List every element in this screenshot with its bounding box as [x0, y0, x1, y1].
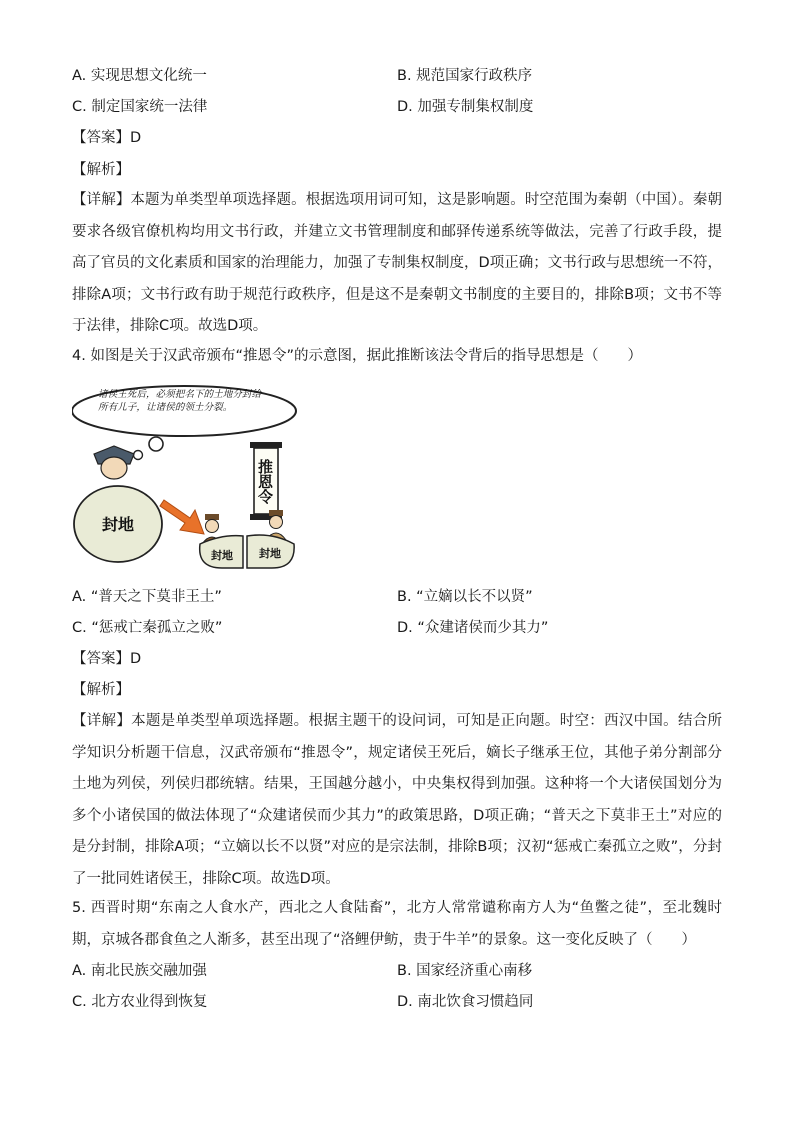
q5-option-d: D. 南北饮食习惯趋同	[397, 994, 534, 1010]
q5-option-a: A. 南北民族交融加强	[72, 963, 207, 979]
q4-analysis-label: 【解析】	[72, 682, 130, 698]
q3-answer: 【答案】D	[72, 130, 142, 146]
q4-illustration	[72, 384, 302, 570]
q4-option-d: D. “众建诸侯而少其力”	[397, 620, 549, 636]
q3-option-c: C. 制定国家统一法律	[72, 99, 208, 115]
q3-analysis-label: 【解析】	[72, 162, 130, 178]
small-land-label-1: 封地	[211, 549, 233, 562]
thought-bubble-text: 诸侯王死后，必须把名下的土地分封给所有儿子，让诸侯的领土分裂。	[98, 389, 262, 413]
q4-stem: 4. 如图是关于汉武帝颁布“推恩令”的示意图，据此推断该法令背后的指导思想是（ ）	[72, 348, 642, 364]
q4-option-c: C. “惩戒亡秦孤立之败”	[72, 620, 223, 636]
big-fief-land	[74, 486, 162, 562]
q5-stem: 5. 西晋时期“东南之人食水产，西北之人食陆畜”，北方人常常谴称南方人为“鱼鳖之徒”，至北魏时期，京城各郡食鱼之人渐多，甚至出现了“洛鲤伊鲂，贵于牛羊”的景象。这一变化反映了（ ）	[72, 900, 722, 948]
q3-option-d: D. 加强专制集权制度	[397, 99, 534, 115]
q4-answer: 【答案】D	[72, 651, 142, 667]
q4-option-a: A. “普天之下莫非王土”	[72, 589, 222, 605]
big-land-label: 封地	[101, 515, 135, 534]
scroll-text: 推恩令	[256, 458, 274, 504]
small-fief-land-2	[247, 535, 294, 568]
q5-option-c: C. 北方农业得到恢复	[72, 994, 208, 1010]
q3-option-b: B. 规范国家行政秩序	[397, 68, 533, 84]
q3-detail: 【详解】本题为单类型单项选择题。根据选项用词可知，这是影响题。时空范围为秦朝（中国）。秦朝要求各级官僚机构均用文书行政，并建立文书管理制度和邮驿传递系统等做法，完善了行政手段，提高了官员的文化素质和国家的治理能力，加强了专制集权制度，D项正确；文书行政与思想统一不符，排除A项；文书行政有助于规范行政秩序，但是这不是秦朝文书制度的主要目的，排除B项；文书不等于法律，排除C项。故选D项。	[72, 192, 722, 334]
q4-option-b: B. “立嫡以长不以贤”	[397, 589, 533, 605]
small-land-label-2: 封地	[259, 547, 281, 560]
q4-detail: 【详解】本题是单类型单项选择题。根据主题干的设问词，可知是正向题。时空：西汉中国。结合所学知识分析题干信息，汉武帝颁布“推恩令”，规定诸侯王死后，嫡长子继承王位，其他子弟分割部分土地为列侯，列侯归郡统辖。结果，王国越分越小，中央集权得到加强。这种将一个大诸侯国划分为多个小诸侯国的做法体现了“众建诸侯而少其力”的政策思路，D项正确；“普天之下莫非王土”对应的是分封制，排除A项；“立嫡以长不以贤”对应的是宗法制，排除B项；汉初“惩戒亡秦孤立之败”，分封了一批同姓诸侯王，排除C项。故选D项。	[72, 713, 722, 887]
q5-option-b: B. 国家经济重心南移	[397, 963, 533, 979]
q3-option-a: A. 实现思想文化统一	[72, 68, 207, 84]
split-arrow-icon	[160, 500, 204, 534]
edict-scroll	[250, 442, 282, 520]
